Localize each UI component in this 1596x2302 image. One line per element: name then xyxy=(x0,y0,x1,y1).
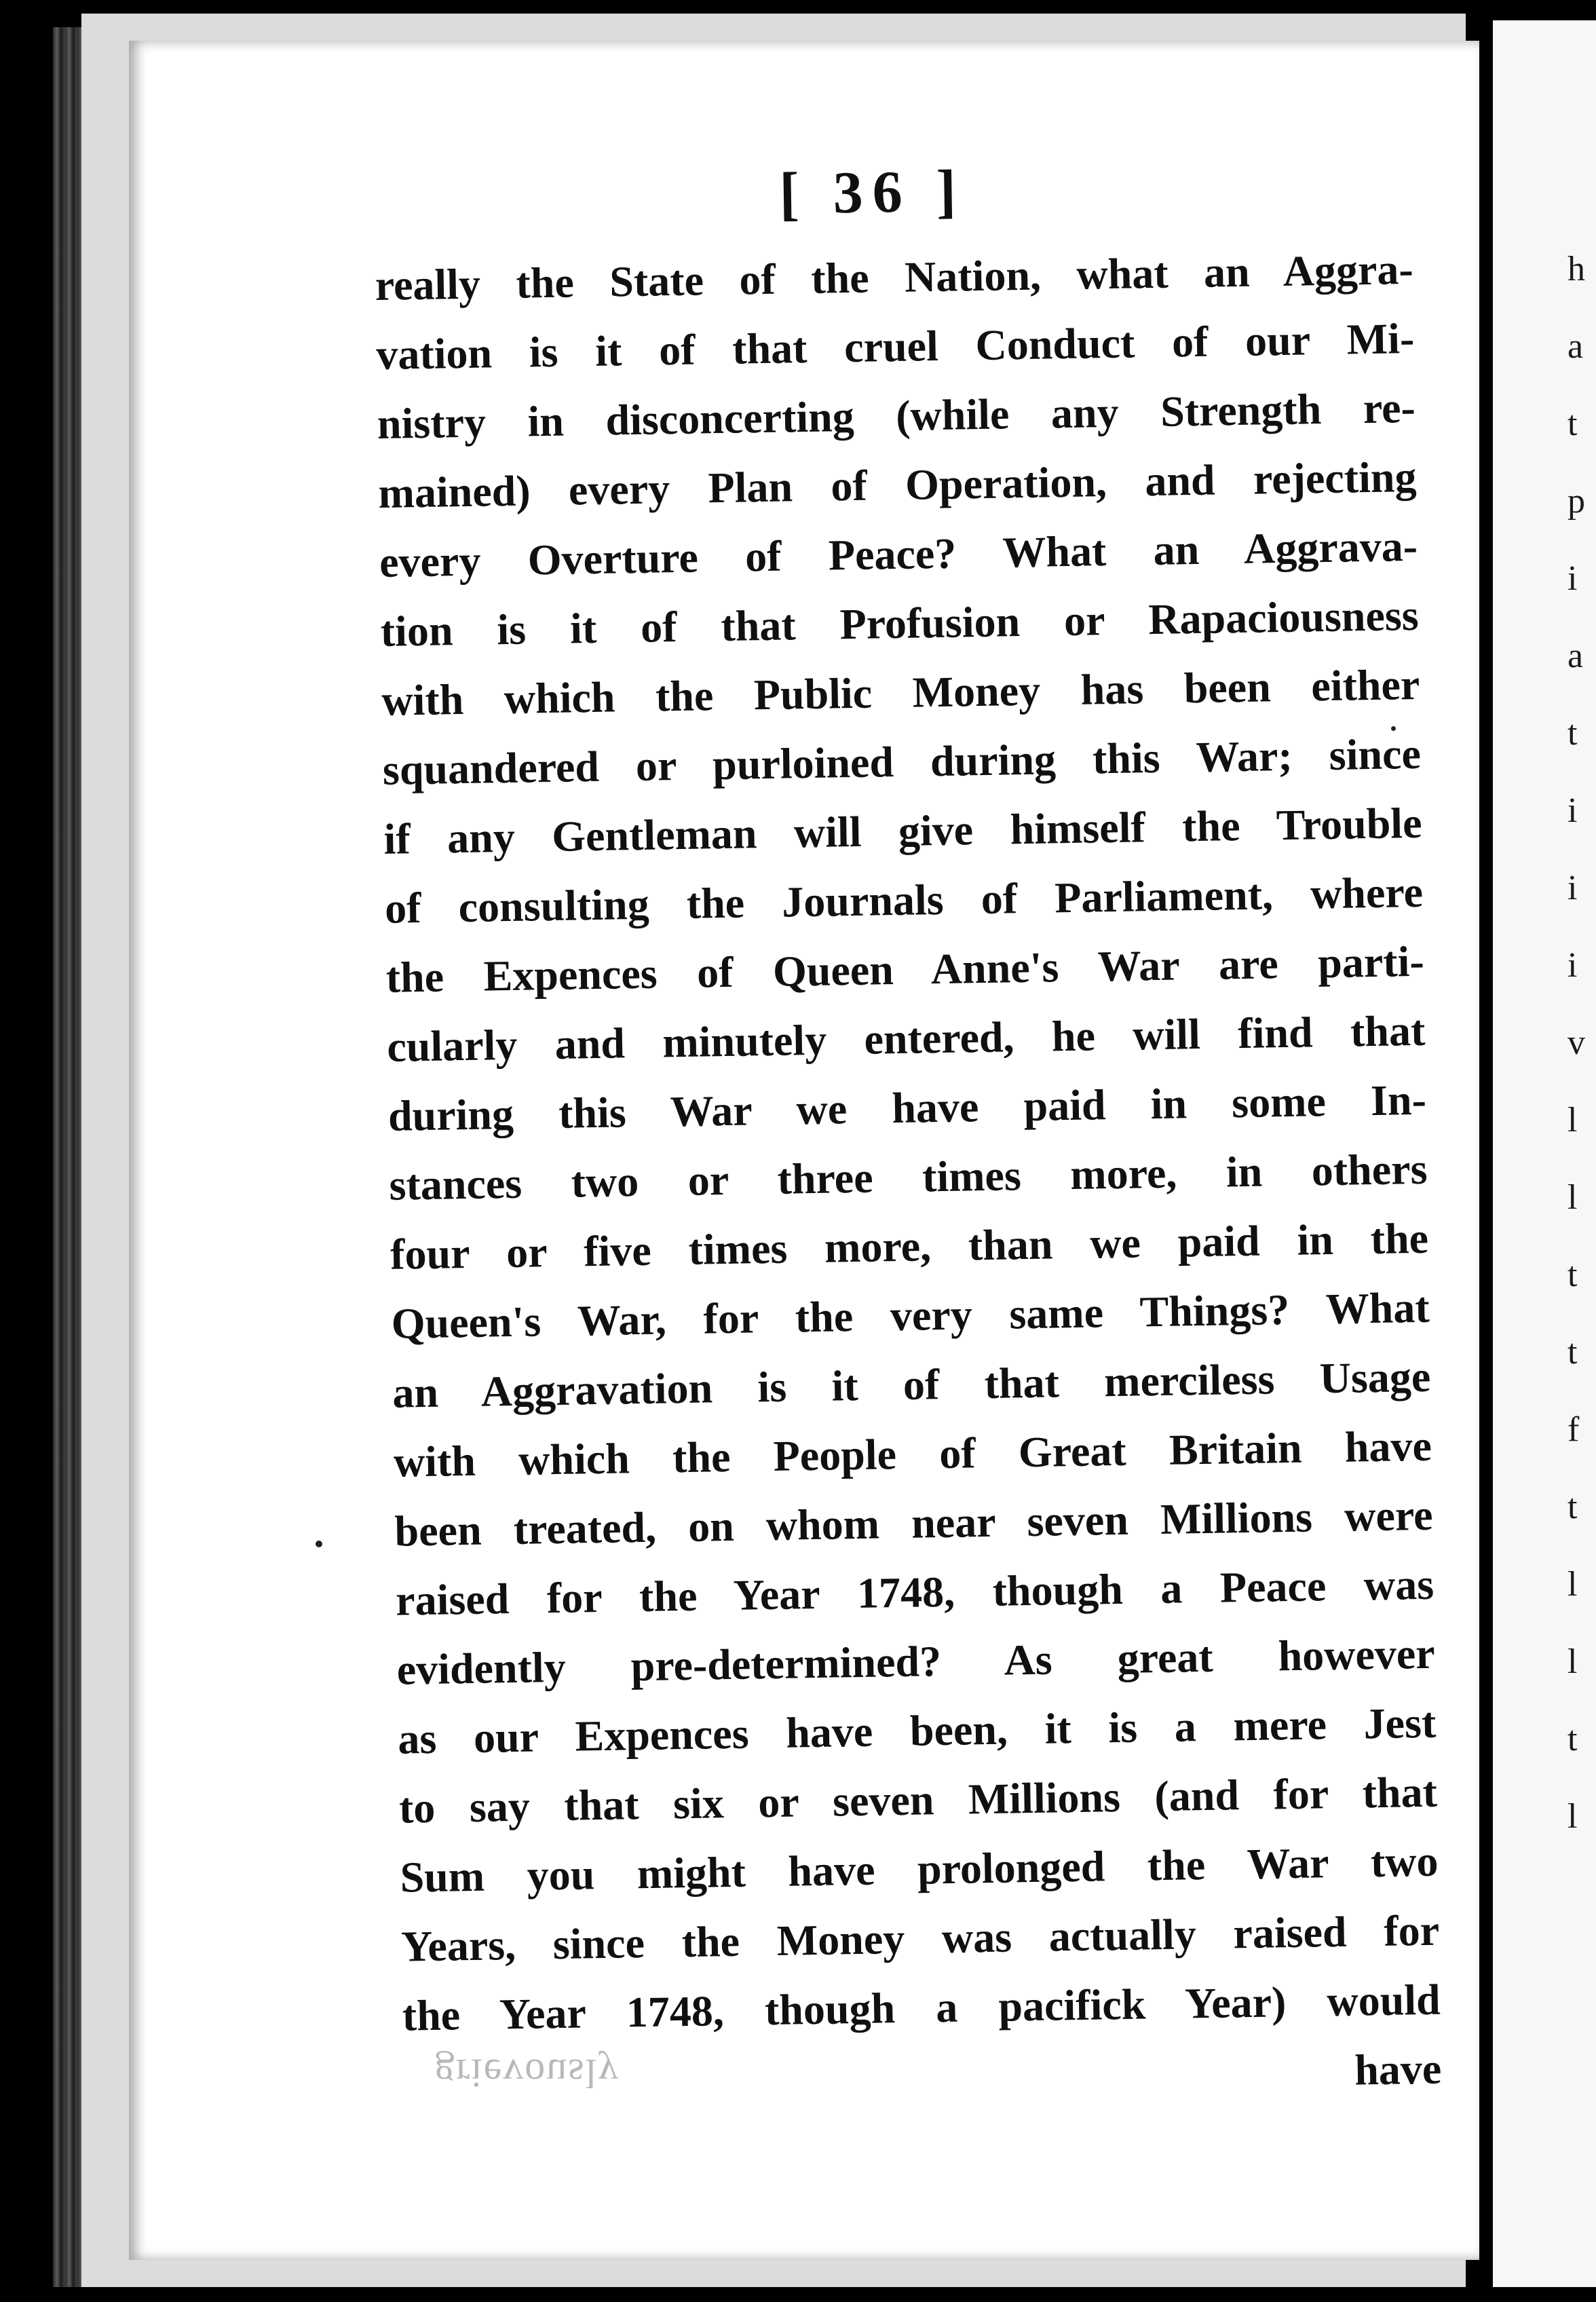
text-line: mained) every Plan of Operation, and rejecting xyxy=(378,452,1417,517)
facing-letter: f xyxy=(1568,1410,1580,1449)
text-line: evidently pre-determined? As great however xyxy=(396,1629,1436,1694)
text-line: tion is it of that Profusion or Rapaciousness xyxy=(380,590,1420,656)
text-line: four or five times more, than we paid in the xyxy=(390,1213,1429,1279)
text-line: raised for the Year 1748, though a Peace was xyxy=(395,1560,1434,1625)
ink-speck xyxy=(316,1541,322,1547)
text-line: the Year 1748, though a pacifick Year) would xyxy=(402,1975,1441,2040)
facing-letter: l xyxy=(1568,1797,1578,1836)
facing-letter: i xyxy=(1568,791,1578,830)
facing-letter: t xyxy=(1568,1720,1578,1758)
text-line: an Aggravation is it of that merciless Usage xyxy=(392,1352,1431,1417)
facing-letter: i xyxy=(1568,869,1578,907)
text-line: with which the People of Great Britain have xyxy=(393,1421,1432,1486)
page-number: [ 36 ] xyxy=(778,158,966,227)
facing-letter: l xyxy=(1568,1642,1578,1681)
bleed-through-text: grievously xyxy=(434,2051,620,2096)
catchword: have xyxy=(1354,2044,1442,2094)
text-line: the Expences of Queen Anne's War are parti- xyxy=(385,937,1425,1002)
text-line: with which the Public Money has been either xyxy=(381,660,1420,725)
text-line: cularly and minutely entered, he will find that xyxy=(386,1006,1426,1071)
text-line: of consulting the Journals of Parliament, where xyxy=(384,867,1424,932)
facing-letter: i xyxy=(1568,559,1578,598)
facing-letter: i xyxy=(1568,946,1578,985)
text-line: squandered or purloined during this War; since xyxy=(382,729,1422,794)
facing-letter: t xyxy=(1568,1488,1578,1526)
text-line: every Overture of Peace? What an Aggrava- xyxy=(379,521,1418,586)
text-line: vation is it of that cruel Conduct of our Mi- xyxy=(375,314,1415,379)
facing-letter: l xyxy=(1568,1565,1578,1604)
text-line: if any Gentleman will give himself the Trouble xyxy=(383,798,1422,863)
text-line: Sum you might have prolonged the War two xyxy=(400,1836,1439,1902)
facing-letter: h xyxy=(1568,250,1585,288)
facing-letter: t xyxy=(1568,1256,1578,1294)
facing-letter: l xyxy=(1568,1178,1578,1217)
page-text-block xyxy=(373,150,1442,2120)
text-line: during this War we have paid in some In- xyxy=(387,1075,1427,1140)
facing-letter: a xyxy=(1568,327,1584,366)
facing-letter: a xyxy=(1568,637,1584,675)
text-line: been treated, on whom near seven Millions were xyxy=(394,1490,1433,1555)
text-line: nistry in disconcerting (while any Strength re- xyxy=(377,383,1416,448)
facing-letter: t xyxy=(1568,714,1578,753)
text-line: Years, since the Money was actually raised for xyxy=(400,1906,1440,1971)
text-line: stances two or three times more, in others xyxy=(389,1144,1428,1209)
facing-letter: t xyxy=(1568,1333,1578,1372)
facing-page-letters xyxy=(1568,231,1596,1855)
text-line: as our Expences have been, it is a mere Jest xyxy=(397,1698,1437,1763)
facing-letter: t xyxy=(1568,404,1578,443)
facing-letter: p xyxy=(1568,482,1585,521)
text-line: Queen's War, for the very same Things? What xyxy=(391,1283,1430,1348)
facing-letter: l xyxy=(1568,1101,1578,1139)
facing-letter: v xyxy=(1568,1023,1585,1062)
text-line: to say that six or seven Millions (and for that xyxy=(398,1767,1438,1832)
text-line: really the State of the Nation, what an Aggra- xyxy=(375,244,1414,309)
